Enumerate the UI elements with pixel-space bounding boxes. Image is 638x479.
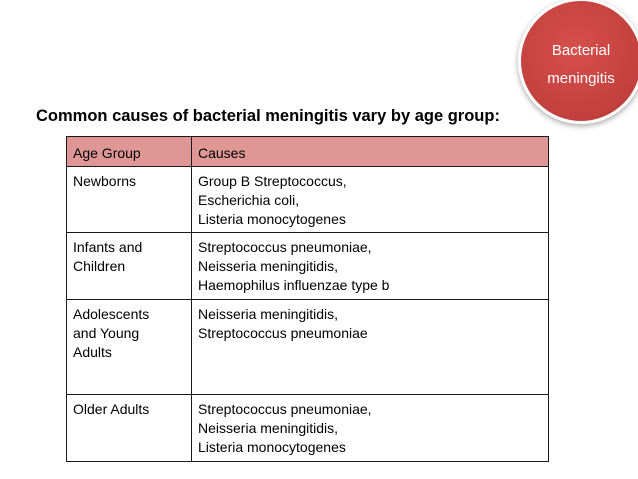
table-row bbox=[67, 233, 549, 300]
cause-text: Neisseria meningitidis, bbox=[198, 306, 339, 322]
age-text: Newborns bbox=[73, 173, 137, 189]
header-age-group: Age Group bbox=[67, 137, 192, 167]
age-text: Children bbox=[73, 258, 126, 274]
age-text: Adults bbox=[73, 344, 112, 360]
topic-badge bbox=[518, 0, 638, 124]
slide-title: Common causes of bacterial meningitis vary by age group: bbox=[36, 107, 500, 125]
header-causes: Causes bbox=[192, 137, 549, 167]
table-row bbox=[67, 167, 549, 233]
age-text: Older Adults bbox=[73, 401, 150, 417]
age-cell bbox=[67, 300, 192, 395]
age-cell bbox=[67, 167, 192, 233]
age-cell bbox=[67, 233, 192, 300]
cause-text: Neisseria meningitidis, bbox=[198, 258, 339, 274]
cause-text: Streptococcus pneumoniae, bbox=[198, 239, 372, 255]
badge-line-1: Bacterial bbox=[551, 42, 611, 59]
cause-text: Listeria monocytogenes bbox=[198, 439, 346, 455]
cause-text: Neisseria meningitidis, bbox=[198, 420, 339, 436]
age-text: Infants and bbox=[73, 239, 143, 255]
causes-cell bbox=[192, 300, 549, 395]
cause-text: Streptococcus pneumoniae, bbox=[198, 401, 372, 417]
cause-text: Group B Streptococcus, bbox=[198, 173, 347, 189]
table-row bbox=[67, 395, 549, 462]
causes-cell bbox=[192, 167, 549, 233]
age-text: and Young bbox=[73, 325, 140, 341]
age-text: Adolescents bbox=[73, 306, 150, 322]
cause-text: Escherichia coli, bbox=[198, 192, 300, 208]
cause-text: Haemophilus influenzae type b bbox=[198, 277, 390, 293]
causes-cell bbox=[192, 395, 549, 462]
age-cell bbox=[67, 395, 192, 462]
causes-cell bbox=[192, 233, 549, 300]
causes-table bbox=[66, 136, 549, 462]
table-row bbox=[67, 300, 549, 395]
cause-text: Streptococcus pneumoniae bbox=[198, 325, 368, 341]
table-header-row bbox=[67, 137, 549, 167]
badge-line-2: meningitis bbox=[547, 70, 615, 87]
cause-text: Listeria monocytogenes bbox=[198, 211, 346, 227]
